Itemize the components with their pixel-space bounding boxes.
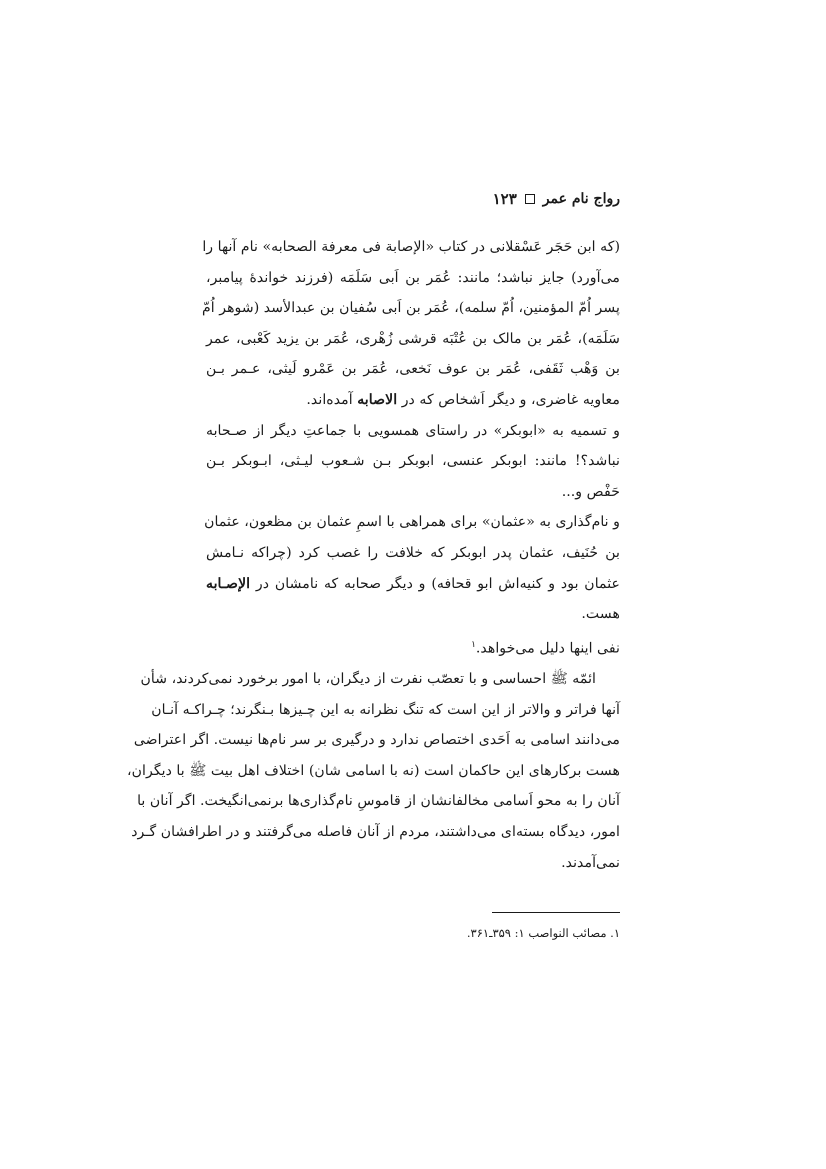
text-line-part: عثمان بود و کنیه‌اش ابو قحافه) و دیگر صحابه که نامشان در bbox=[255, 575, 620, 592]
text-line: و تسمیه به «ابوبکر» در راستای همسویی با جماعتِ دیگر از صـحابه bbox=[206, 422, 620, 439]
footnote: ۱. مصائب النواصب ۱: ۳۵۹ـ۳۶۱. bbox=[466, 926, 620, 940]
footnote-marker: ۱ bbox=[471, 639, 476, 650]
text-line: آنها فراتر و والاتر از این است که تنگ نظرانه به این چـیزها بـنگرند؛ چـراکـه آنـان bbox=[151, 701, 620, 718]
text-line: آنان را به محو اَسامی مخالفانشان از قاموسِ نام‌گذاری‌ها برنمی‌انگیخت. اگر آنان با bbox=[137, 793, 620, 810]
bold-book-title: الإصـابه bbox=[206, 575, 251, 592]
text-line: بن حُنَیف، عثمان پدر ابوبکر که خلافت را غصب کرد (چراکه نـامش bbox=[206, 544, 620, 561]
text-line: سَلَمَه)، عُمَر بن مالک بن عُتْبَه قرشی زُهْری، عُمَر بن یزید کَعْبی، عمر bbox=[206, 330, 620, 347]
text-line: هست. bbox=[581, 606, 620, 623]
running-head bbox=[493, 190, 620, 208]
text-line: می‌آورد) جایز نباشد؛ مانند: عُمَر بن اَبی سَلَمَه (فرزند خواندهٔ پیامبر، bbox=[206, 269, 620, 286]
text-line: نباشد؟! مانند: ابوبکر عنسی، ابوبکر بـن شـعوب لیـثی، ابـوبکر بـن bbox=[206, 453, 620, 470]
text-line-part: آمده‌اند. bbox=[306, 391, 358, 408]
text-line: پسر اُمّ المؤمنین، اُمّ سلمه)، عُمَر بن اَبی سُفیان بن عبدالأسد (شوهر اُمّ bbox=[202, 300, 620, 317]
text-line bbox=[206, 630, 620, 664]
text-line: امور، دیدگاه بسته‌ای می‌داشتند، مردم از آنان فاصله می‌گرفتند و در اطرافشان گـرد bbox=[131, 824, 620, 841]
text-line bbox=[206, 569, 620, 600]
text-line: حَفْص و... bbox=[561, 483, 620, 500]
page-number: ۱۲۳ bbox=[492, 190, 517, 208]
text-line: می‌دانند اسامی به اَحَدی اختصاص ندارد و درگیری بر سر نام‌ها نیست. اگر اعتراضی bbox=[133, 732, 620, 749]
text-line: نمی‌آمدند. bbox=[561, 854, 620, 871]
footnote-separator bbox=[492, 912, 620, 913]
text-line: هست برکارهای این حاکمان است (نه با اسامی شان) اختلاف اهل بیت ﷺ با دیگران، bbox=[127, 762, 620, 779]
running-head-title: رواج نام عمر bbox=[542, 191, 620, 207]
text-line: و نام‌گذاری به «عثمان» برای همراهی با اسمِ عثمان بن مظعون، عثمان bbox=[204, 514, 620, 531]
text-line: ائمّه ﷺ احساسی و با تعصّب نفرت از دیگران، با امور برخورد نمی‌کردند، شأن bbox=[140, 671, 596, 688]
text-line: بن وَهْب ثَقَفی، عُمَر بن عوف نَخعی، عُمَر بن عَمْرو لَیثی، عـمر بـن bbox=[206, 361, 620, 378]
body-text bbox=[127, 232, 620, 878]
text-line-part: معاویه غاضری، و دیگر اَشخاص که در bbox=[401, 391, 620, 408]
text-line bbox=[206, 385, 620, 416]
text-line-part: نفی اینها دلیل می‌خواهد. bbox=[475, 640, 620, 657]
square-ornament-icon bbox=[525, 194, 535, 204]
bold-book-title: الاصابه bbox=[357, 391, 398, 408]
text-line: (که ابن حَجَر عَسْقلانی در کتاب «الإصابة فی معرفة الصحابه» نام آنها را bbox=[202, 239, 620, 255]
